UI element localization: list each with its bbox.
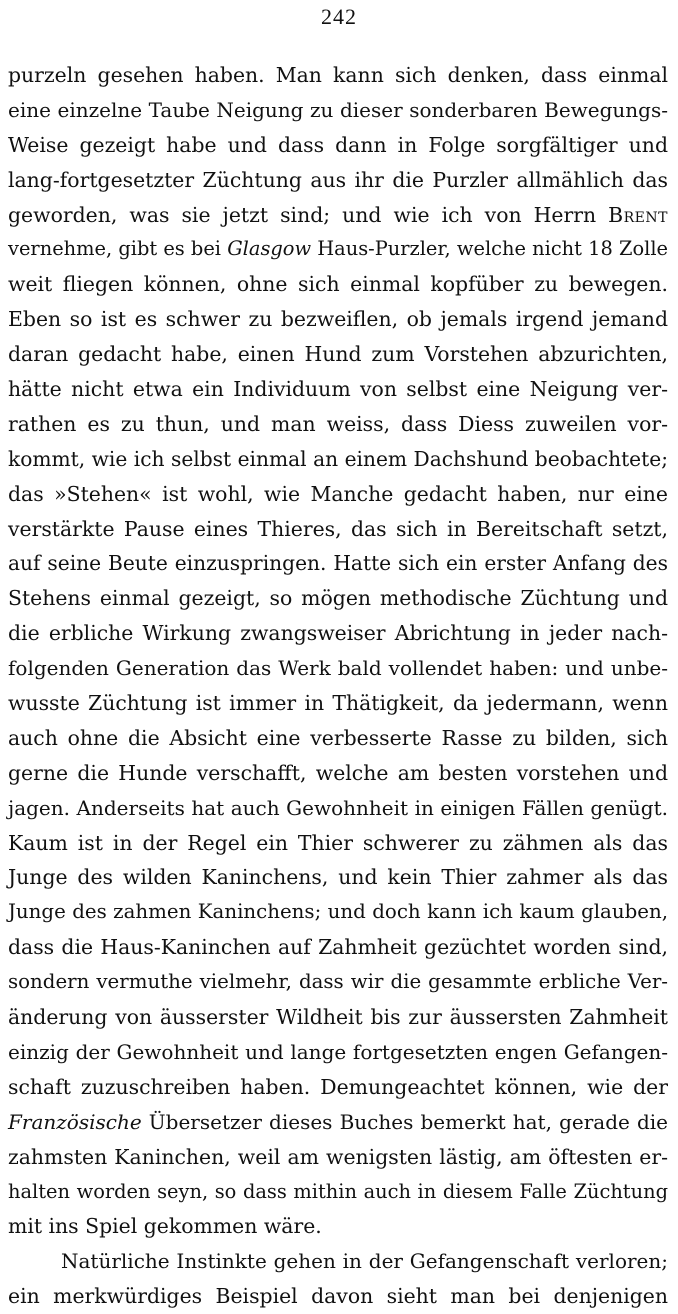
text-line <box>8 512 668 547</box>
text-line <box>8 1070 668 1105</box>
body-text <box>8 58 668 1314</box>
text-line <box>8 198 668 233</box>
text-segment: Kaum ist in der Regel ein Thier schwerer zu zähmen als das <box>8 830 668 855</box>
text-segment: mit ins Spiel gekommen wäre. <box>8 1214 322 1239</box>
text-line <box>8 232 668 267</box>
text-segment: eine einzelne Taube Neigung zu dieser sonderbaren Bewegungs- <box>8 97 668 122</box>
text-segment: halten worden seyn, so dass mithin auch in diesem Falle Züchtung <box>8 1179 668 1203</box>
text-line <box>8 651 668 686</box>
text-segment: lang-fortgesetzter Züchtung aus ihr die Purzler allmählich das <box>8 167 668 192</box>
text-segment: jagen. Anderseits hat auch Gewohnheit in einigen Fällen genügt. <box>8 795 668 820</box>
text-line <box>8 128 668 163</box>
text-line <box>8 581 668 616</box>
italic-text: Französische <box>8 1109 142 1134</box>
text-segment: einzig der Gewohnheit und lange fortgesetzten engen Gefangen- <box>8 1039 668 1064</box>
text-segment: hätte nicht etwa ein Individuum von selbst eine Neigung ver- <box>8 377 668 402</box>
text-line <box>8 965 668 1000</box>
text-line <box>8 477 668 512</box>
text-line <box>8 1209 668 1244</box>
text-segment: schaft zuzuschreiben haben. Demungeachtet können, wie der <box>8 1074 668 1099</box>
text-segment: Natürliche Instinkte gehen in der Gefangenschaft verloren; <box>61 1249 668 1274</box>
text-segment: Stehens einmal gezeigt, so mögen methodische Züchtung und <box>8 586 668 611</box>
text-line <box>8 1035 668 1070</box>
small-caps-text: Brent <box>608 202 668 227</box>
text-segment: zahmsten Kaninchen, weil am wenigsten lästig, am öftesten er- <box>8 1144 668 1169</box>
text-segment: purzeln gesehen haben. Man kann sich denken, dass einmal <box>8 63 668 87</box>
text-segment: das »Stehen« ist wohl, wie Manche gedacht haben, nur eine <box>8 481 668 506</box>
text-line <box>8 860 668 895</box>
text-segment: rathen es zu thun, und man weiss, dass Diess zuweilen vor- <box>8 411 668 436</box>
text-line <box>8 686 668 721</box>
text-line <box>8 163 668 198</box>
text-segment: auch ohne die Absicht eine verbesserte Rasse zu bilden, sich <box>8 725 668 750</box>
text-segment: ein merkwürdiges Beispiel davon sieht man bei denjenigen <box>8 1284 668 1309</box>
text-segment: geworden, was sie jetzt sind; und wie ich von Herrn <box>8 202 609 227</box>
text-line <box>8 895 668 930</box>
text-line <box>8 267 668 302</box>
text-line <box>8 372 668 407</box>
text-segment: Haus-Purzler, welche nicht 18 Zolle <box>311 237 668 261</box>
text-line <box>8 407 668 442</box>
text-segment: gerne die Hunde verschafft, welche am besten vorstehen und <box>8 760 668 785</box>
text-line <box>8 1105 668 1140</box>
text-segment: Junge des zahmen Kaninchens; und doch kann ich kaum glauben, <box>8 900 668 924</box>
text-line <box>8 1244 668 1279</box>
text-line <box>8 1000 668 1035</box>
text-segment: kommt, wie ich selbst einmal an einem Dachshund beobachtete; <box>8 446 668 471</box>
text-segment: sondern vermuthe vielmehr, dass wir die gesammte erbliche Ver- <box>8 970 668 994</box>
text-line <box>8 826 668 861</box>
text-segment: weit fliegen können, ohne sich einmal kopfüber zu bewegen. <box>8 272 668 297</box>
text-segment: dass die Haus-Kaninchen auf Zahmheit gezüchtet worden sind, <box>8 935 668 960</box>
text-line <box>8 58 668 93</box>
text-segment: Eben so ist es schwer zu bezweiflen, ob jemals irgend jemand <box>8 307 668 332</box>
text-line <box>8 337 668 372</box>
text-line <box>8 1140 668 1175</box>
text-segment: vernehme, gibt es bei <box>8 237 228 261</box>
text-line <box>8 1175 668 1210</box>
text-segment: wusste Züchtung ist immer in Thätigkeit, da jedermann, wenn <box>8 691 668 716</box>
text-segment: die erbliche Wirkung zwangsweiser Abrichtung in jeder nach- <box>8 621 668 646</box>
text-line <box>8 442 668 477</box>
page-number: 242 <box>321 4 357 29</box>
text-line <box>8 616 668 651</box>
text-line <box>8 546 668 581</box>
text-segment: verstärkte Pause eines Thieres, das sich in Bereitschaft setzt, <box>8 516 668 541</box>
text-line <box>8 930 668 965</box>
italic-text: Glasgow <box>227 237 312 261</box>
text-segment: Weise gezeigt habe und dass dann in Folge sorgfältiger und <box>8 132 668 157</box>
text-line <box>8 302 668 337</box>
text-segment: folgenden Generation das Werk bald vollendet haben: und unbe- <box>8 656 668 681</box>
text-line <box>8 791 668 826</box>
text-segment: änderung von äusserster Wildheit bis zur äussersten Zahmheit <box>8 1005 668 1030</box>
text-line <box>8 721 668 756</box>
text-line <box>8 1279 668 1314</box>
text-line <box>8 756 668 791</box>
text-segment: Junge des wilden Kaninchens, und kein Thier zahmer als das <box>8 865 668 890</box>
text-segment: Übersetzer dieses Buches bemerkt hat, gerade die <box>141 1109 668 1134</box>
text-line <box>8 93 668 128</box>
text-segment: daran gedacht habe, einen Hund zum Vorstehen abzurichten, <box>8 342 668 367</box>
text-segment: auf seine Beute einzuspringen. Hatte sich ein erster Anfang des <box>8 551 668 576</box>
